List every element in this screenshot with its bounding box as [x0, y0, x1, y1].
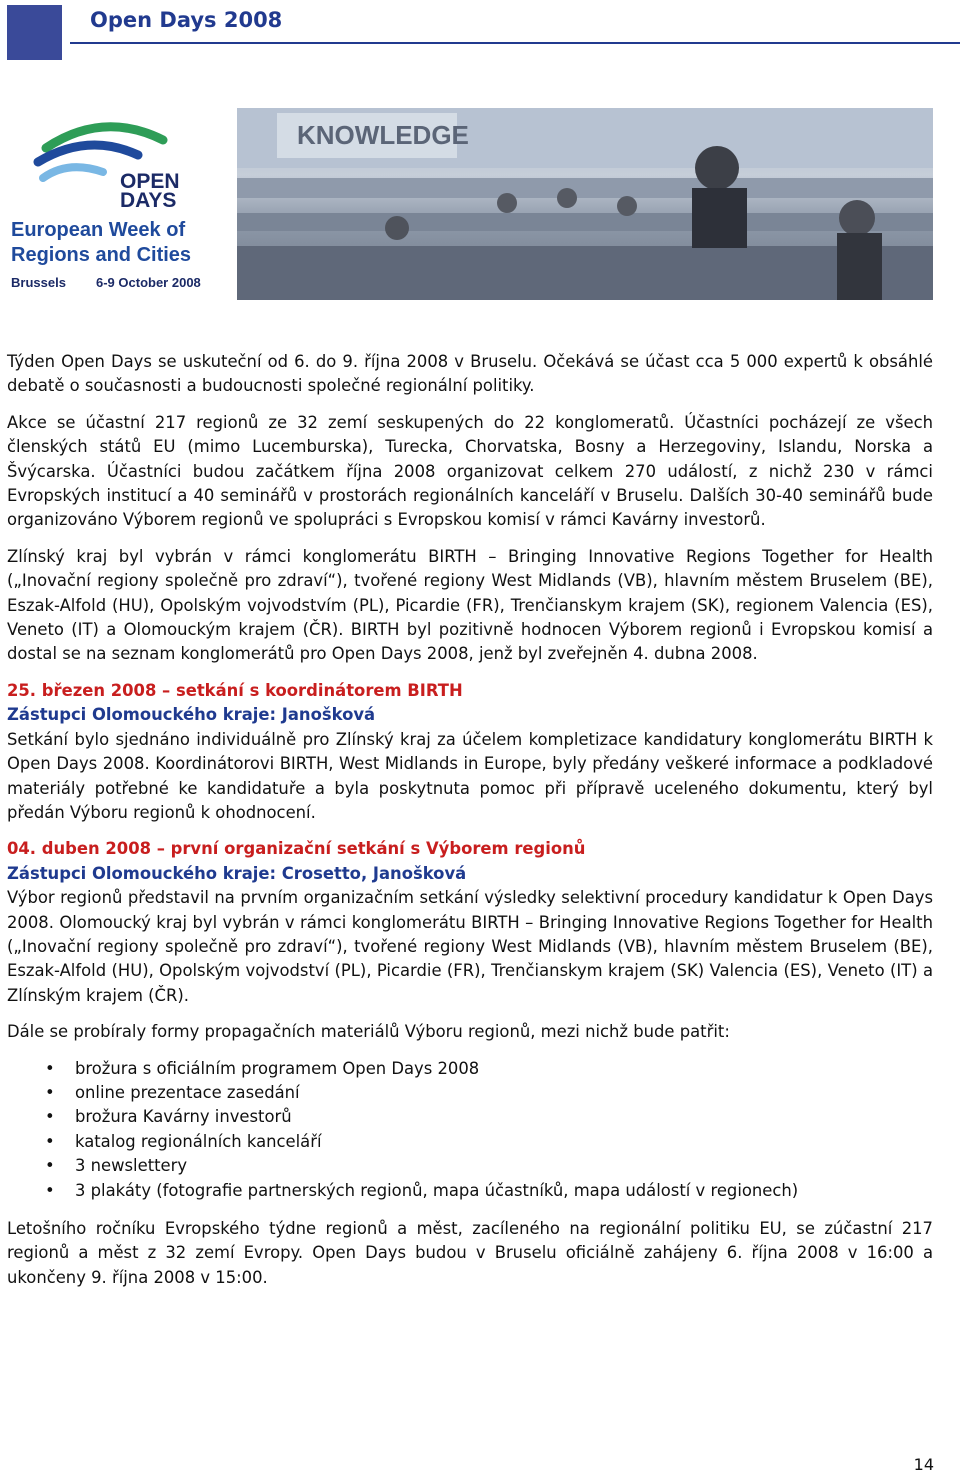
- header-title: Open Days 2008: [90, 8, 283, 32]
- list-item: • online prezentace zasedání: [75, 1081, 933, 1105]
- section-april-intro: Dále se probíraly formy propagačních materiálů Výboru regionů, mezi nichž bude patřit:: [7, 1022, 730, 1042]
- section-march-body: Setkání bylo sjednáno individuálně pro Zlínský kraj za účelem kompletizace kandidatury konglomerátu BIRTH k Open Days 2008. Koordinátorovi BIRTH, West Midlands in Europe, byly předány veškeré informace a podkladové materiály potřebné ke kandidatuře a byla poskytnuta pomoc při přípravě uceleného dokumentu, který byl předán Výboru regionů k ohodnocení.: [7, 729, 933, 822]
- page-header: [0, 0, 960, 62]
- closing-paragraph: Letošního ročníku Evropského týdne regionů a měst, zacíleného na regionální politiku EU, se zúčastní 217 regionů a měst z 32 zemí Evropy. Open Days budou v Bruselu oficiálně zahájeny 6. října 2008 v 16:00 a ukončeny 9. října 2008 v 15:00.: [7, 1219, 933, 1287]
- section-march-subtitle: Zástupci Olomouckého kraje: Janošková: [7, 705, 376, 725]
- page-number: 14: [913, 1455, 934, 1474]
- section-april-subtitle: Zástupci Olomouckého kraje: Crosetto, Janošková: [7, 863, 467, 883]
- section-april-date: 04.: [7, 839, 37, 859]
- logo-line1: OPEN: [120, 170, 180, 193]
- logo-line4: Regions and Cities: [11, 244, 192, 266]
- list-item: • brožura Kavárny investorů: [75, 1105, 933, 1129]
- section-april-title: duben 2008 – první organizační setkání s Výborem regionů: [41, 839, 586, 859]
- logo-city: Brussels: [11, 275, 66, 290]
- list-item: • 3 newslettery: [75, 1154, 933, 1178]
- logo-line3: European Week of: [11, 219, 186, 241]
- document-body: [7, 350, 933, 1302]
- section-march-title: březen 2008 – setkání s koordinátorem BIRTH: [41, 680, 463, 700]
- section-april: [7, 837, 933, 1203]
- logo-line2: DAYS: [120, 189, 177, 212]
- conference-photo: [237, 108, 933, 300]
- intro-paragraph: Týden Open Days se uskuteční od 6. do 9. října 2008 v Bruselu. Očekává se účast cca 5 000 expertů k obsáhlé debatě o současnosti a budoucnosti společné regionální politiky.: [7, 352, 933, 396]
- open-days-logo: [8, 110, 233, 300]
- list-item: • 3 plakáty (fotografie partnerských regionů, mapa účastníků, mapa událostí v regionech): [75, 1179, 933, 1203]
- birth-paragraph: Zlínský kraj byl vybrán v rámci konglomerátu BIRTH – Bringing Innovative Regions Together for Health („Inovační regiony společně pro zdraví“), tvořené regiony West Midlands (VB), hlavním městem Bruselem (BE), Eszak-Alfold (HU), Opolským vojvodstvím (PL), Picardie (FR), Trenčianskym krajem (SK), regionem Valencia (ES), Veneto (IT) a Olomouckým krajem (ČR). BIRTH byl pozitivně hodnocen Výborem regionů i Evropskou komisí a dostal se na seznam konglomerátů pro Open Days 2008, jenž byl zveřejněn 4. dubna 2008.: [7, 546, 933, 664]
- section-march-heading: [7, 679, 933, 703]
- section-march-date: 25.: [7, 680, 37, 700]
- header-square-mark: [7, 5, 62, 60]
- participants-paragraph: Akce se účastní 217 regionů ze 32 zemí seskupených do 22 konglomeratů. Účastníci pocházejí ze všech členských států EU (mimo Lucemburska), Turecka, Chorvatska, Bosny a Herzegoviny, Islandu, Norska a Švýcarska. Účastníci budou začátkem října 2008 organizovat celkem 270 událostí, z nichž 230 v rámci Evropských institucí a 40 seminářů v prostorách regionálních kanceláří v Bruselu. Dalších 30-40 seminářů bude organizováno Výborem regionů ve spolupráci s Evropskou komisí v rámci Kavárny investorů.: [7, 412, 933, 530]
- photo-sign-text: KNOWLEDGE: [297, 120, 469, 150]
- section-april-body: Výbor regionů představil na prvním organizačním setkání výsledky selektivní procedury kandidatur k Open Days 2008. Olomoucký kraj byl vybrán v rámci konglomerátu BIRTH – Bringing Innovative Regions Together for Health („Inovační regiony společně pro zdraví“), tvořené regiony West Midlands (VB), hlavním městem Bruselem (BE), Eszak-Alfold (HU), Opolským vojvodství (PL), Picardie (FR), Trenčianskym krajem (SK) Valencia (ES), Veneto (IT) a Zlínským krajem (ČR).: [7, 888, 933, 1005]
- section-april-heading: [7, 837, 933, 861]
- promo-materials-list: [7, 1057, 933, 1203]
- section-march: [7, 679, 933, 825]
- list-item: • katalog regionálních kanceláří: [75, 1130, 933, 1154]
- logo-dates: 6-9 October 2008: [96, 275, 201, 290]
- list-item: • brožura s oficiálním programem Open Days 2008: [75, 1057, 933, 1081]
- header-rule: [70, 42, 960, 44]
